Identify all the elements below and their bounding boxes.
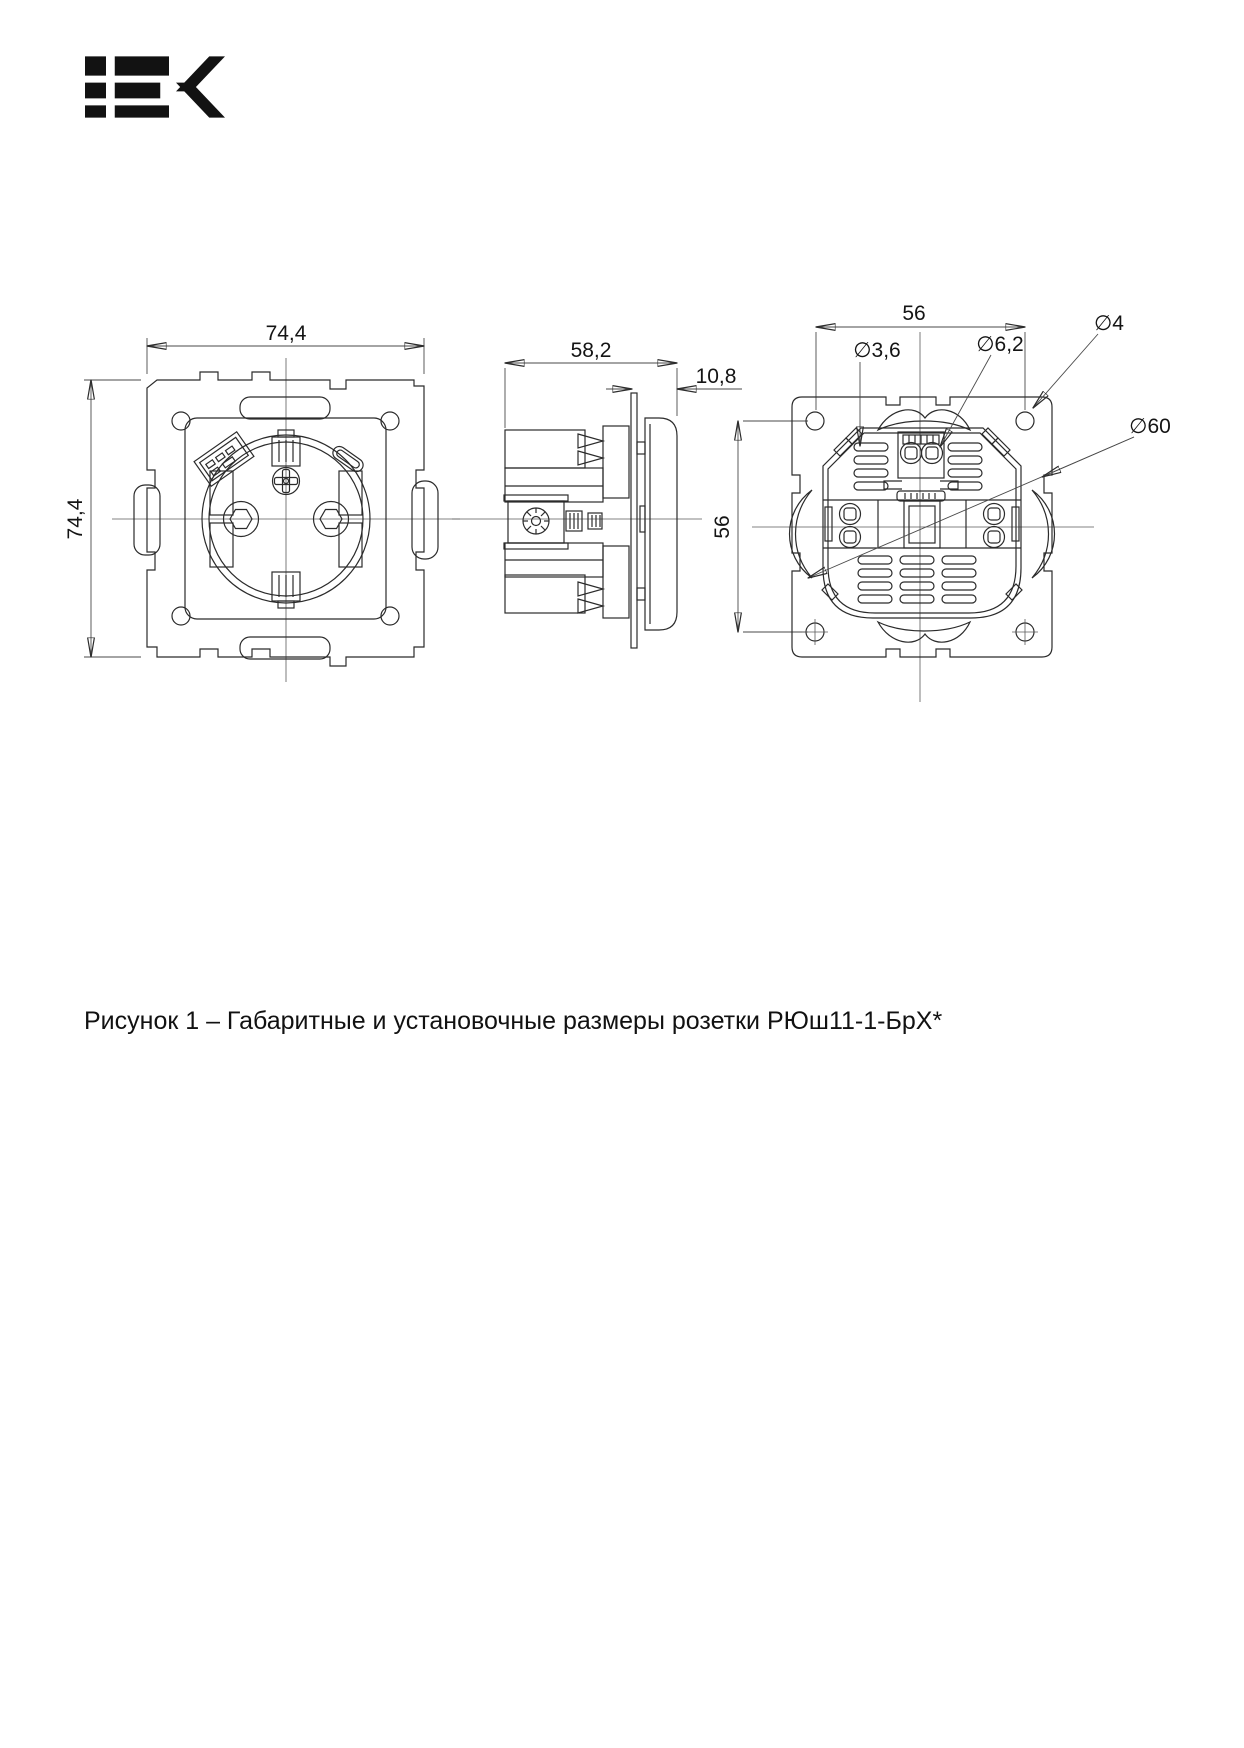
dim-side-face-offset: 10,8	[695, 365, 737, 388]
terminal-screws-left	[840, 504, 861, 548]
indicator-slot	[330, 444, 365, 474]
figure-caption: Рисунок 1 – Габаритные и установочные размеры розетки РЮш11-1-БрХ*	[84, 1007, 943, 1035]
label-support-ring: ∅60	[1129, 415, 1171, 438]
side-mechanism	[504, 426, 629, 618]
terminal-screws-right	[984, 504, 1005, 548]
claw-top	[878, 410, 970, 430]
dim-side-depth: 58,2	[570, 339, 612, 362]
rear-view	[711, 302, 1171, 702]
label-hole-terminal: ∅6,2	[976, 333, 1024, 356]
earth-terminal	[898, 432, 944, 478]
label-hole-small: ∅3,6	[853, 339, 901, 362]
vent-slots-bottom	[858, 556, 976, 603]
side-support-flange	[631, 393, 637, 648]
dim-rear-mount-spacing-h: 56	[902, 302, 926, 325]
claw-bottom	[878, 622, 970, 642]
dim-front-width: 74,4	[265, 322, 307, 345]
claw-screw-hole	[806, 412, 824, 430]
vent-slots-top	[854, 443, 982, 490]
claw-left	[790, 490, 813, 578]
mount-screw-hole	[1012, 619, 1038, 645]
claw-screw-hole	[1016, 412, 1034, 430]
label-hole-claw: ∅4	[1094, 312, 1124, 335]
front-view	[64, 322, 460, 682]
mount-screw-hole	[802, 619, 828, 645]
label-sticker	[194, 432, 254, 486]
dim-front-height: 74,4	[64, 498, 87, 540]
side-view	[452, 339, 742, 648]
claw-right	[1032, 490, 1055, 578]
dim-rear-mount-spacing-v: 56	[711, 515, 734, 539]
